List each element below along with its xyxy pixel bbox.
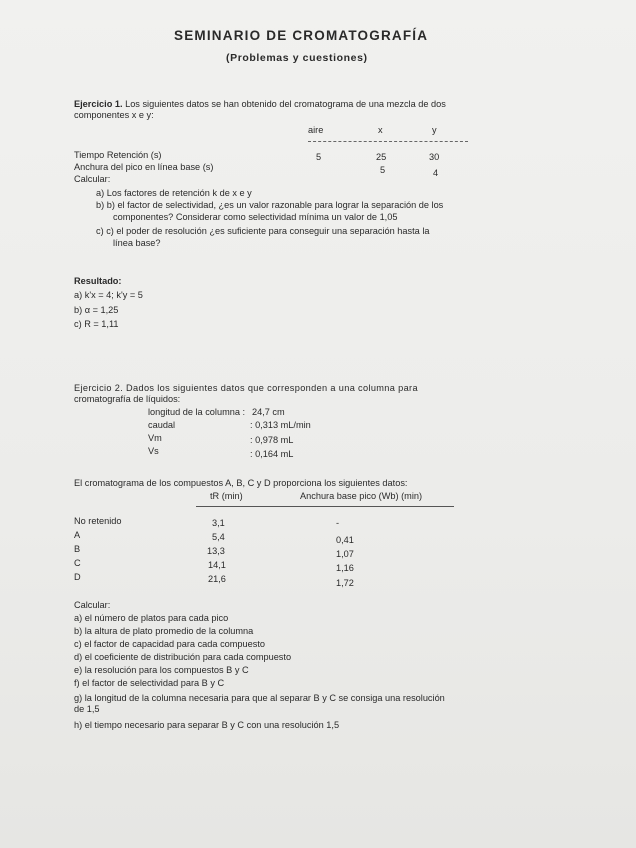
ex2-row4-wb: 1,72 [336, 578, 354, 588]
ex2-param-length-value: 24,7 cm [252, 407, 285, 417]
ex1-intro-text: Los siguientes datos se han obtenido del cromatograma de una mezcla de dos [122, 99, 446, 109]
ex1-row2-x: 5 [380, 165, 386, 175]
ex2-param-vm-value: : 0,978 mL [250, 435, 294, 445]
ex2-col-tr: tR (min) [210, 491, 243, 501]
ex2-param-flow-value: : 0,313 mL/min [250, 420, 311, 430]
ex1-header-rule [308, 141, 468, 142]
ex1-intro-line2: componentes x e y: [74, 110, 154, 120]
ex2-row1-tr: 5,4 [212, 532, 225, 542]
ex2-param-flow-label: caudal [148, 420, 176, 430]
ex1-intro-line1 [74, 99, 446, 110]
ex2-item-c: c) el factor de capacidad para cada compuesto [74, 639, 266, 649]
ex1-row2-y: 4 [433, 168, 439, 178]
ex2-row0-wb: - [336, 518, 340, 528]
ex2-row3-name: C [74, 558, 81, 568]
ex1-row2-label: Anchura del pico en línea base (s) [74, 162, 214, 172]
ex2-row4-tr: 21,6 [208, 574, 226, 584]
page-subtitle: (Problemas y cuestiones) [226, 52, 368, 64]
ex1-col-aire: aire [308, 125, 324, 135]
ex1-item-c-line2: línea base? [113, 238, 161, 248]
ex2-item-e: e) la resolución para los compuestos B y C [74, 665, 249, 675]
ex2-intro-line2: cromatografía de líquidos: [74, 394, 181, 404]
ex1-col-y: y [432, 125, 437, 135]
ex1-item-b-line2: componentes? Considerar como selectividad mínima un valor de 1,05 [113, 212, 398, 222]
ex1-item-a: a) Los factores de retención k de x e y [96, 188, 252, 198]
ex2-param-vs-value: : 0,164 mL [250, 449, 294, 459]
ex1-item-b-line1: b) b) el factor de selectividad, ¿es un valor razonable para lograr la separación de los [96, 200, 444, 210]
ex1-results-label: Resultado: [74, 276, 122, 286]
ex2-calc-label: Calcular: [74, 600, 111, 610]
ex2-item-b: b) la altura de plato promedio de la columna [74, 626, 254, 636]
ex2-param-length-label: longitud de la columna : [148, 407, 246, 417]
ex1-result-b: b) α = 1,25 [74, 305, 119, 315]
ex2-row2-tr: 13,3 [207, 546, 225, 556]
ex2-row3-tr: 14,1 [208, 560, 226, 570]
ex2-intro-line1: Ejercicio 2. Dados los siguientes datos que corresponden a una columna para [74, 383, 418, 393]
ex2-chrom-intro: El cromatograma de los compuestos A, B, C y D proporciona los siguientes datos: [74, 478, 408, 488]
ex1-item-c-line1: c) c) el poder de resolución ¿es suficiente para conseguir una separación hasta la [96, 226, 430, 236]
ex2-row0-name: No retenido [74, 516, 122, 526]
ex2-row1-wb: 0,41 [336, 535, 354, 545]
ex1-result-c: c) R = 1,11 [74, 319, 119, 329]
ex1-row1-aire: 5 [316, 152, 322, 162]
ex1-row1-label: Tiempo Retención (s) [74, 150, 162, 160]
ex2-item-f: f) el factor de selectividad para B y C [74, 678, 225, 688]
ex2-row4-name: D [74, 572, 81, 582]
ex1-label: Ejercicio 1. [74, 99, 123, 109]
ex2-row1-name: A [74, 530, 81, 540]
ex2-item-d: d) el coeficiente de distribución para cada compuesto [74, 652, 292, 662]
ex2-row3-wb: 1,16 [336, 563, 354, 573]
ex2-param-vm-label: Vm [148, 433, 162, 443]
ex2-row2-wb: 1,07 [336, 549, 354, 559]
ex1-col-x: x [378, 125, 383, 135]
ex2-row0-tr: 3,1 [212, 518, 225, 528]
ex2-param-vs-label: Vs [148, 446, 159, 456]
ex2-row2-name: B [74, 544, 81, 554]
ex2-item-g-line2: de 1,5 [74, 704, 100, 714]
ex2-col-wb: Anchura base pico (Wb) (min) [300, 491, 423, 501]
ex2-item-a: a) el número de platos para cada pico [74, 613, 229, 623]
ex2-item-g-line1: g) la longitud de la columna necesaria para que al separar B y C se consiga una resolución [74, 693, 445, 703]
ex2-header-rule [196, 506, 454, 507]
ex2-item-h: h) el tiempo necesario para separar B y C con una resolución 1,5 [74, 720, 340, 730]
ex1-calc-label: Calcular: [74, 174, 111, 184]
ex1-row1-x: 25 [376, 152, 387, 162]
page-title: SEMINARIO DE CROMATOGRAFÍA [174, 28, 429, 43]
ex1-result-a: a) k'x = 4; k'y = 5 [74, 290, 143, 300]
ex1-row1-y: 30 [429, 152, 440, 162]
